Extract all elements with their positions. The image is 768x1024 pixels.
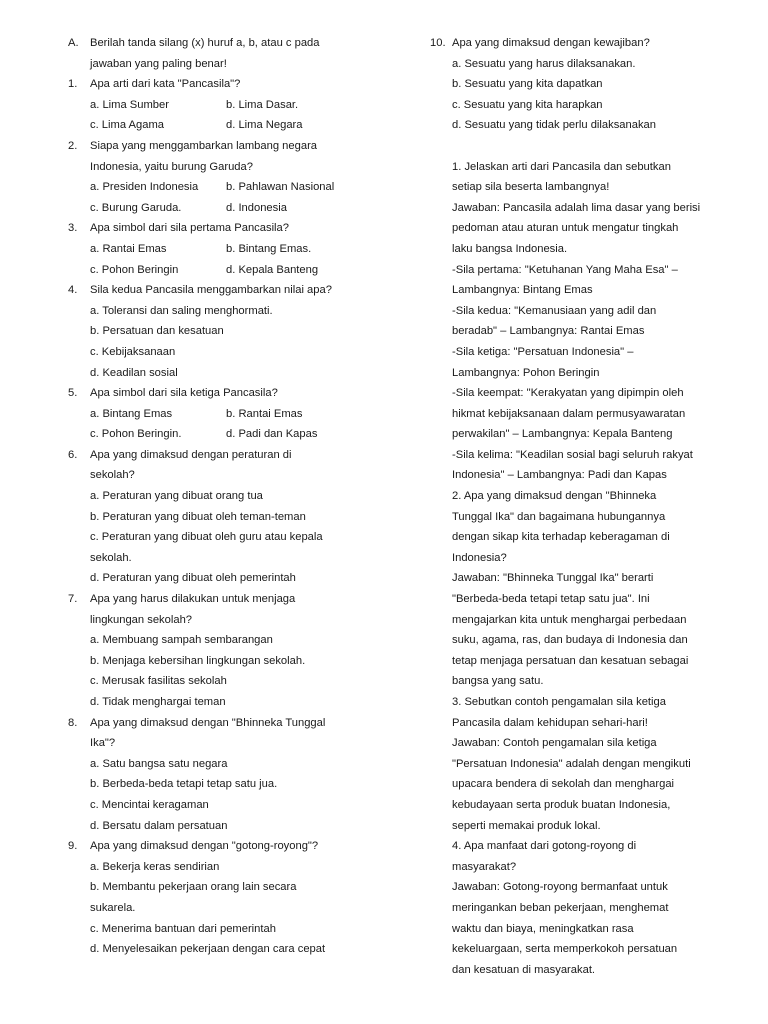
answer-option: a. Presiden Indonesia [90, 181, 199, 194]
document-line [68, 692, 368, 713]
question-text: Apa yang dimaksud dengan "gotong-royong"? [90, 840, 319, 853]
document-line [68, 342, 368, 363]
document-line [430, 280, 730, 301]
document-line [430, 115, 730, 136]
line-text: tetap menjaga persatuan dan kesatuan sebagai [452, 654, 689, 667]
line-text: c. Peraturan yang dibuat oleh guru atau kepala [90, 531, 323, 544]
line-text: hikmat kebijaksanaan dalam permusyawaratan [452, 407, 686, 420]
line-text: 4. Apa manfaat dari gotong-royong di [452, 840, 637, 853]
document-line [430, 95, 730, 116]
answer-option: a. Bintang Emas [90, 407, 173, 420]
document-line [430, 465, 730, 486]
document-line [68, 424, 368, 445]
document-line [430, 919, 730, 940]
line-text: seperti memakai produk lokal. [452, 819, 601, 832]
answer-option: d. Kepala Banteng [226, 263, 319, 276]
line-text: masyarakat? [452, 860, 517, 873]
answer-option: c. Lima Agama [90, 119, 164, 132]
question-text: Apa simbol dari sila ketiga Pancasila? [90, 387, 278, 400]
document-line [430, 363, 730, 384]
document-line [430, 898, 730, 919]
document-line [430, 816, 730, 837]
line-text: jawaban yang paling benar! [90, 57, 227, 70]
question-number: 7. [68, 593, 78, 606]
document-line [430, 610, 730, 631]
document-line [430, 754, 730, 775]
document-line [68, 445, 368, 466]
answer-option: d. Indonesia [226, 201, 287, 214]
document-line [68, 136, 368, 157]
document-line [68, 877, 368, 898]
document-line [68, 115, 368, 136]
document-line [68, 95, 368, 116]
document-line [68, 589, 368, 610]
line-text: d. Menyelesaikan pekerjaan dengan cara cepat [90, 943, 326, 956]
line-text: -Sila kelima: "Keadilan sosial bagi seluruh rakyat [452, 448, 693, 461]
line-text: c. Merusak fasilitas sekolah [90, 675, 227, 688]
document-line [68, 754, 368, 775]
document-line [68, 198, 368, 219]
document-line [430, 74, 730, 95]
line-text: d. Keadilan sosial [90, 366, 178, 379]
document-line [68, 733, 368, 754]
question-text: Apa yang harus dilakukan untuk menjaga [90, 593, 296, 606]
document-line [430, 445, 730, 466]
line-text: Lambangnya: Pohon Beringin [452, 366, 600, 379]
document-line [430, 239, 730, 260]
document-line [430, 651, 730, 672]
document-line [430, 157, 730, 178]
line-text: mengajarkan kita untuk menghargai perbedaan [452, 613, 687, 626]
document-line [68, 218, 368, 239]
question-text: Apa yang dimaksud dengan peraturan di [90, 448, 292, 461]
question-number: 3. [68, 222, 78, 235]
line-text: upacara bendera di sekolah dan menghargai [452, 778, 675, 791]
line-text: b. Sesuatu yang kita dapatkan [452, 78, 603, 91]
line-text: laku bangsa Indonesia. [452, 242, 568, 255]
left-column [68, 33, 368, 960]
document-line [430, 301, 730, 322]
line-text: sukarela. [90, 901, 136, 914]
line-text: -Sila keempat: "Kerakyatan yang dipimpin oleh [452, 387, 684, 400]
line-text: kekeluargaan, serta memperkokoh persatuan [452, 943, 678, 956]
question-text: Berilah tanda silang (x) huruf a, b, atau c pada [90, 37, 320, 49]
line-text: beradab" – Lambangnya: Rantai Emas [452, 325, 645, 338]
line-text: 3. Sebutkan contoh pengamalan sila ketiga [452, 696, 666, 708]
line-text: "Berbeda-beda tetapi tetap satu jua". Ini [452, 593, 650, 606]
line-text: Indonesia, yaitu burung Garuda? [90, 160, 253, 173]
question-number: 8. [68, 716, 78, 729]
document-line [430, 383, 730, 404]
document-line [68, 857, 368, 878]
line-text: bangsa yang satu. [452, 675, 544, 688]
line-text: c. Sesuatu yang kita harapkan [452, 98, 603, 111]
document-line [430, 342, 730, 363]
document-line [430, 692, 730, 713]
question-text: Apa yang dimaksud dengan kewajiban? [452, 37, 650, 49]
document-line [68, 939, 368, 960]
line-text: Lambangnya: Bintang Emas [452, 284, 593, 297]
document-line [430, 939, 730, 960]
document-line [68, 280, 368, 301]
line-text: -Sila ketiga: "Persatuan Indonesia" – [452, 345, 634, 358]
line-text: dengan sikap kita terhadap keberagaman di [452, 531, 670, 544]
line-text: d. Sesuatu yang tidak perlu dilaksanakan [452, 119, 656, 132]
document-line [430, 713, 730, 734]
question-text: Apa yang dimaksud dengan "Bhinneka Tunggal [90, 716, 326, 729]
document-line [430, 671, 730, 692]
document-line [430, 424, 730, 445]
document-line [68, 363, 368, 384]
line-text: setiap sila beserta lambangnya! [452, 181, 610, 194]
document-line [68, 465, 368, 486]
line-text: b. Peraturan yang dibuat oleh teman-teman [90, 510, 306, 523]
question-text: Apa simbol dari sila pertama Pancasila? [90, 222, 289, 235]
answer-option: a. Lima Sumber [90, 98, 169, 111]
line-text: Jawaban: Gotong-royong bermanfaat untuk [452, 881, 668, 894]
question-number: 4. [68, 284, 78, 297]
document-line [430, 527, 730, 548]
line-text: perwakilan" – Lambangnya: Kepala Banteng [452, 428, 673, 441]
document-line [68, 507, 368, 528]
question-number: 1. [68, 78, 78, 91]
question-number: 10. [430, 37, 446, 49]
line-text: dan kesatuan di masyarakat. [452, 963, 596, 976]
line-text: b. Berbeda-beda tetapi tetap satu jua. [90, 778, 278, 791]
line-text: c. Mencintai keragaman [90, 798, 209, 811]
line-text: Tunggal Ika" dan bagaimana hubungannya [452, 510, 666, 523]
document-line [68, 630, 368, 651]
document-line [430, 548, 730, 569]
answer-option: a. Rantai Emas [90, 242, 167, 255]
line-text: lingkungan sekolah? [90, 613, 193, 626]
answer-option: b. Pahlawan Nasional [226, 181, 335, 194]
line-text: Jawaban: Contoh pengamalan sila ketiga [452, 737, 657, 750]
document-line [430, 486, 730, 507]
document-line [430, 795, 730, 816]
document-line [430, 321, 730, 342]
answer-option: c. Burung Garuda. [90, 201, 182, 214]
document-line [68, 486, 368, 507]
line-text: Indonesia" – Lambangnya: Padi dan Kapas [452, 469, 667, 482]
line-text: d. Peraturan yang dibuat oleh pemerintah [90, 572, 296, 585]
line-text: d. Tidak menghargai teman [90, 696, 226, 708]
document-line [430, 507, 730, 528]
line-text: kebudayaan serta produk buatan Indonesia, [452, 798, 671, 811]
line-text: waktu dan biaya, meningkatkan rasa [452, 922, 634, 935]
line-text: Indonesia? [452, 551, 507, 564]
line-text: b. Persatuan dan kesatuan [90, 325, 224, 338]
document-line [68, 54, 368, 75]
document-line [430, 836, 730, 857]
line-text: "Persatuan Indonesia" adalah dengan mengikuti [452, 757, 691, 770]
line-text: a. Membuang sampah sembarangan [90, 634, 273, 647]
document-line [430, 857, 730, 878]
document-line [68, 898, 368, 919]
answer-option: d. Padi dan Kapas [226, 428, 318, 441]
document-line [68, 239, 368, 260]
document-line [68, 795, 368, 816]
line-text: sekolah. [90, 551, 132, 564]
document-line [430, 177, 730, 198]
document-line [68, 610, 368, 631]
document-line [430, 136, 730, 157]
document-line [430, 568, 730, 589]
line-text: Pancasila dalam kehidupan sehari-hari! [452, 716, 648, 729]
question-number: 5. [68, 387, 78, 400]
document-line [68, 321, 368, 342]
document-line [430, 218, 730, 239]
line-text: d. Bersatu dalam persatuan [90, 819, 228, 832]
line-text: a. Bekerja keras sendirian [90, 860, 220, 873]
document-line [68, 774, 368, 795]
document-line [68, 836, 368, 857]
answer-option: c. Pohon Beringin [90, 263, 179, 276]
document-line [430, 877, 730, 898]
document-line [68, 527, 368, 548]
line-text: a. Peraturan yang dibuat orang tua [90, 490, 263, 503]
line-text: pedoman atau aturan untuk mengatur tingkah [452, 222, 679, 235]
answer-option: c. Pohon Beringin. [90, 428, 182, 441]
document-line [68, 713, 368, 734]
document-line [68, 260, 368, 281]
answer-option: d. Lima Negara [226, 119, 303, 132]
document-line [68, 33, 368, 54]
document-line [430, 589, 730, 610]
document-line [430, 33, 730, 54]
document-line [430, 630, 730, 651]
document-line [68, 671, 368, 692]
line-text: b. Membantu pekerjaan orang lain secara [90, 881, 297, 894]
line-text: sekolah? [90, 469, 135, 482]
line-text: c. Menerima bantuan dari pemerintah [90, 922, 276, 935]
line-text: suku, agama, ras, dan budaya di Indonesia dan [452, 634, 688, 647]
answer-option: b. Rantai Emas [226, 407, 303, 420]
line-text: -Sila kedua: "Kemanusiaan yang adil dan [452, 304, 657, 317]
document-line [430, 260, 730, 281]
document-line [68, 74, 368, 95]
line-text: Jawaban: "Bhinneka Tunggal Ika" berarti [452, 572, 654, 585]
question-text: Sila kedua Pancasila menggambarkan nilai apa? [90, 284, 332, 297]
document-line [68, 404, 368, 425]
line-text: a. Sesuatu yang harus dilaksanakan. [452, 57, 636, 70]
document-line [68, 919, 368, 940]
question-number: 6. [68, 448, 78, 461]
line-text: a. Toleransi dan saling menghormati. [90, 304, 273, 317]
document-line [430, 774, 730, 795]
document-line [430, 960, 730, 981]
question-number: A. [68, 37, 79, 49]
line-text: Jawaban: Pancasila adalah lima dasar yang berisi [452, 201, 701, 214]
document-line [430, 733, 730, 754]
line-text: 1. Jelaskan arti dari Pancasila dan sebutkan [452, 160, 671, 173]
document-line [68, 816, 368, 837]
answer-option: b. Bintang Emas. [226, 242, 312, 255]
line-text: c. Kebijaksanaan [90, 345, 176, 358]
question-text: Apa arti dari kata "Pancasila"? [90, 78, 241, 91]
document-line [68, 548, 368, 569]
document-line [68, 301, 368, 322]
line-text: Ika"? [90, 737, 116, 750]
line-text: meringankan beban pekerjaan, menghemat [452, 901, 669, 914]
question-number: 9. [68, 840, 78, 853]
line-text: -Sila pertama: "Ketuhanan Yang Maha Esa" – [452, 263, 678, 276]
document-line [68, 651, 368, 672]
document-line [430, 198, 730, 219]
document-line [430, 54, 730, 75]
question-text: Siapa yang menggambarkan lambang negara [90, 139, 318, 152]
document-line [68, 177, 368, 198]
line-text: a. Satu bangsa satu negara [90, 757, 228, 770]
right-column [430, 33, 730, 980]
line-text: 2. Apa yang dimaksud dengan "Bhinneka [452, 490, 657, 503]
document-line [68, 568, 368, 589]
document-line [68, 383, 368, 404]
answer-option: b. Lima Dasar. [226, 98, 299, 111]
document-line [430, 404, 730, 425]
document-line [68, 157, 368, 178]
question-number: 2. [68, 139, 78, 152]
line-text: b. Menjaga kebersihan lingkungan sekolah. [90, 654, 306, 667]
